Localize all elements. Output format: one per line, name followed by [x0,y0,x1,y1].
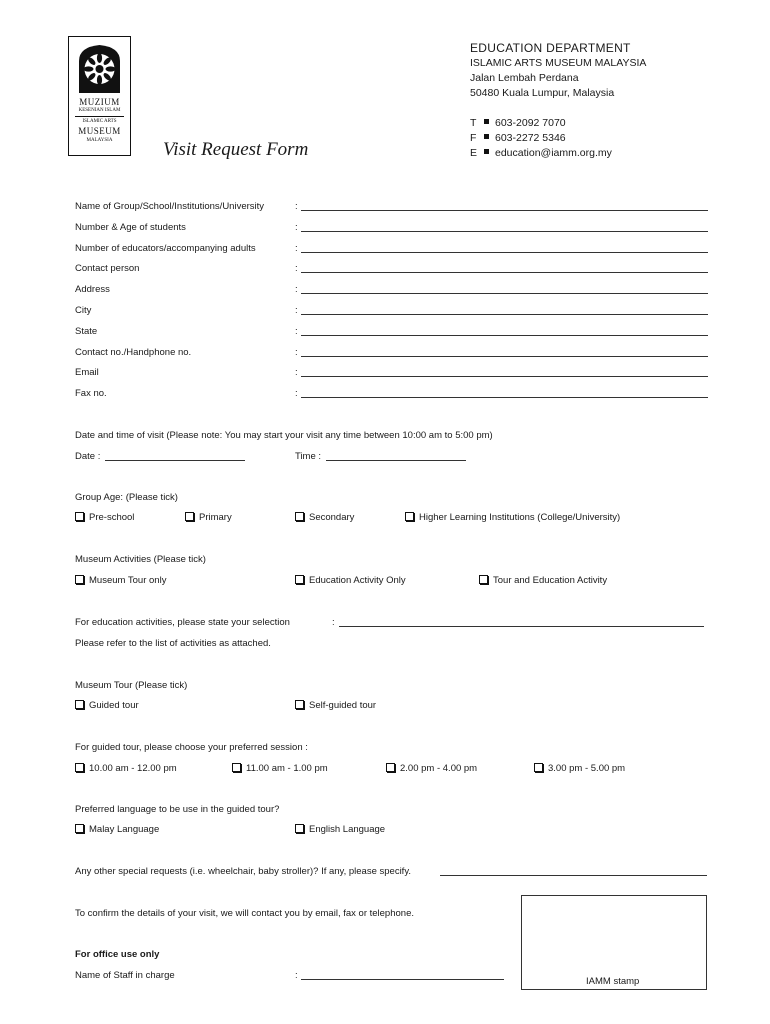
visit-note: Date and time of visit (Please note: You may start your visit any time between 10:00 am to 5:00 pm) [75,430,493,441]
activity-education-only[interactable] [295,575,406,586]
checkbox-icon[interactable] [295,700,304,709]
option-label: Primary [199,512,232,523]
colon: : [295,242,298,254]
emblem-icon [75,43,124,95]
field-label: Number & Age of students [75,221,186,233]
activity-tour-and-education[interactable] [479,575,607,586]
phone-number: 603-2092 7070 [495,117,566,129]
session-option-1[interactable] [75,763,177,774]
field-input[interactable] [301,283,708,294]
confirm-note: To confirm the details of your visit, we will contact you by email, fax or telephone. [75,908,414,919]
bullet-icon [484,134,489,139]
session-option-3[interactable] [386,763,477,774]
date-field[interactable] [105,450,245,461]
logo-divider [75,116,124,117]
education-selection-field[interactable] [339,616,704,627]
colon: : [295,305,298,316]
form-title: Visit Request Form [163,139,309,160]
fax-key: F [470,132,477,144]
field-input[interactable] [301,242,708,253]
field-input[interactable] [301,221,708,232]
checkbox-icon[interactable] [295,512,304,521]
address-line-2: 50480 Kuala Lumpur, Malaysia [470,87,615,99]
field-input[interactable] [301,366,708,377]
group-age-higher-learning[interactable] [405,512,620,523]
group-age-title: Group Age: (Please tick) [75,492,178,503]
education-selection-label: For education activities, please state your selection [75,617,290,628]
department-name: EDUCATION DEPARTMENT [470,41,631,55]
colon: : [295,970,298,981]
checkbox-icon[interactable] [185,512,194,521]
staff-label: Name of Staff in charge [75,970,175,981]
time-field[interactable] [326,450,466,461]
checkbox-icon[interactable] [295,824,304,833]
option-label: Pre-school [89,512,135,523]
group-age-primary[interactable] [185,512,232,523]
field-input[interactable] [301,304,708,315]
colon: : [295,263,298,275]
colon: : [295,346,298,358]
activities-title: Museum Activities (Please tick) [75,554,206,565]
option-label: 2.00 pm - 4.00 pm [400,763,478,774]
education-refer-note: Please refer to the list of activities as attached. [75,638,271,649]
checkbox-icon[interactable] [295,575,304,584]
field-input[interactable] [301,200,708,211]
option-label: English Language [309,824,386,835]
option-label: 11.00 am - 1.00 pm [246,763,328,774]
option-label: Museum Tour only [89,575,167,586]
checkbox-icon[interactable] [479,575,488,584]
field-label: Email [75,367,99,379]
option-label: 10.00 am - 12.00 pm [89,763,177,774]
field-label: City [75,305,92,316]
colon: : [295,325,298,337]
language-title: Preferred language to be use in the guided tour? [75,804,280,815]
colon: : [332,617,335,628]
colon: : [295,388,298,400]
bullet-icon [484,119,489,124]
phone-row [470,116,612,131]
session-option-4[interactable] [534,763,625,774]
colon: : [295,201,298,212]
field-label: Contact no./Handphone no. [75,346,192,358]
phone-key: T [470,117,477,129]
tour-title: Museum Tour (Please tick) [75,680,188,691]
stamp-label: IAMM stamp [586,976,640,987]
option-label: 3.00 pm - 5.00 pm [548,763,626,774]
checkbox-icon[interactable] [75,763,84,772]
special-requests-field[interactable] [440,865,707,876]
language-malay[interactable] [75,824,159,835]
checkbox-icon[interactable] [75,700,84,709]
checkbox-icon[interactable] [232,763,241,772]
logo-text-line5: MALAYSIA [86,138,113,143]
option-label: Self-guided tour [309,700,377,711]
activity-museum-tour-only[interactable] [75,575,166,586]
colon: : [295,367,298,379]
option-label: Higher Learning Institutions (College/University) [419,512,621,523]
field-label: Fax no. [75,388,107,400]
checkbox-icon[interactable] [75,824,84,833]
field-label: Name of Group/School/Institutions/University [75,201,265,212]
bullet-icon [484,149,489,154]
office-use-title: For office use only [75,949,160,960]
field-label: Contact person [75,263,140,275]
session-option-2[interactable] [232,763,328,774]
colon: : [295,221,298,233]
checkbox-icon[interactable] [75,512,84,521]
field-input[interactable] [301,262,708,273]
museum-logo [68,36,131,156]
field-label: Number of educators/accompanying adults [75,242,256,254]
email-row [470,146,612,161]
email-key: E [470,147,478,159]
checkbox-icon[interactable] [75,575,84,584]
option-label: Education Activity Only [309,575,406,586]
field-input[interactable] [301,346,708,357]
field-input[interactable] [301,387,708,398]
fax-number: 603-2272 5346 [495,132,566,144]
group-age-secondary[interactable] [295,512,354,523]
special-requests-label: Any other special requests (i.e. wheelchair, baby stroller)? If any, please specify. [75,866,412,877]
address-line-1: Jalan Lembah Perdana [470,72,579,84]
logo-text-line1: MUZIUM [79,97,120,107]
option-label: Secondary [309,512,355,523]
field-input[interactable] [301,325,708,336]
language-english[interactable] [295,824,385,835]
checkbox-icon[interactable] [386,763,395,772]
checkbox-icon[interactable] [405,512,414,521]
option-label: Guided tour [89,700,139,711]
field-label: State [75,325,98,337]
session-title: For guided tour, please choose your preferred session : [75,742,308,753]
option-label: Malay Language [89,824,160,835]
checkbox-icon[interactable] [534,763,543,772]
tour-self-guided[interactable] [295,700,376,711]
option-label: Tour and Education Activity [493,575,608,586]
logo-text-line2: KESENIAN ISLAM [78,108,121,113]
email-address: education@iamm.org.my [495,147,612,159]
department-info [470,41,646,101]
date-label: Date : [75,451,101,462]
staff-field[interactable] [301,969,504,980]
museum-name: ISLAMIC ARTS MUSEUM MALAYSIA [470,57,647,69]
time-label: Time : [295,451,322,462]
contact-info [470,116,612,161]
tour-guided[interactable] [75,700,139,711]
group-age-preschool[interactable] [75,512,134,523]
logo-text-line4: MUSEUM [78,126,121,136]
field-label: Address [75,284,110,296]
colon: : [295,284,298,296]
fax-row [470,131,612,146]
logo-text-line3: ISLAMIC ARTS [82,119,117,124]
